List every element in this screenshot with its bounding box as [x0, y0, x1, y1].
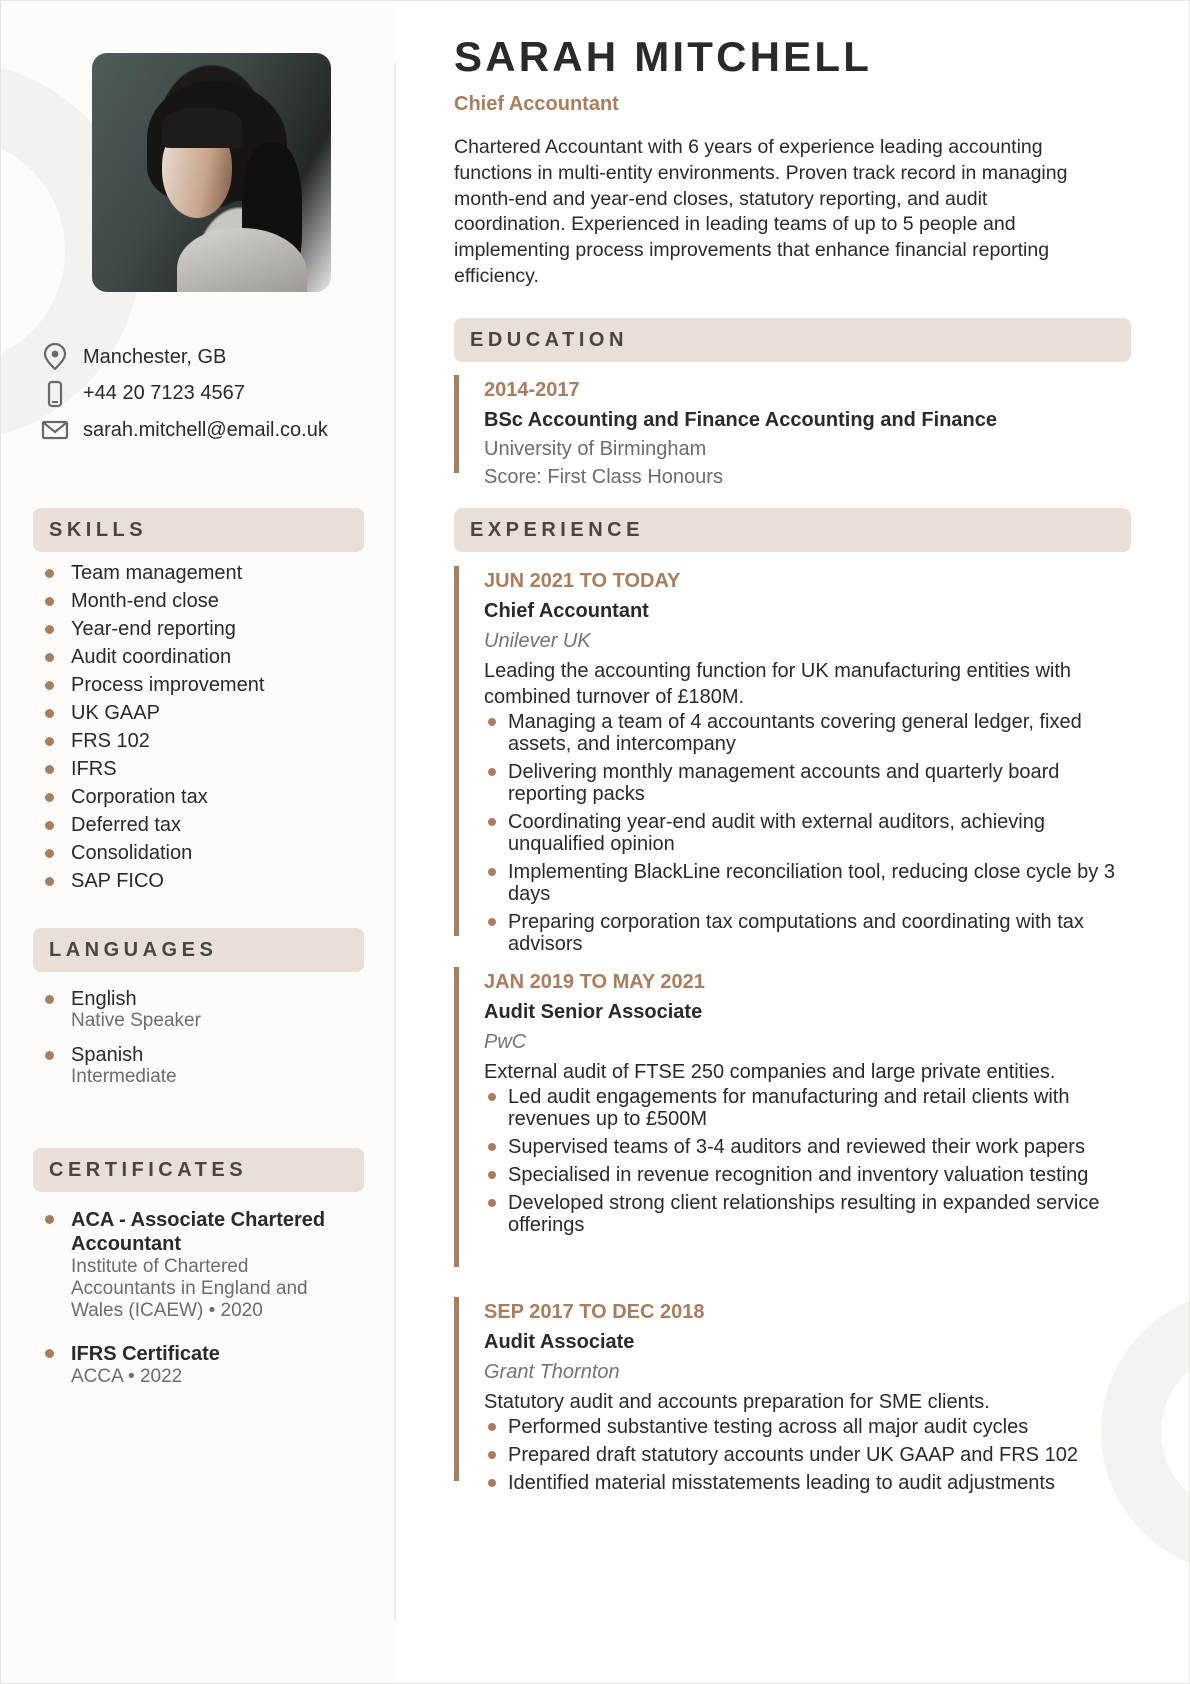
- experience-entry: [454, 967, 1131, 1267]
- experience-dates: JUN 2021 TO TODAY: [484, 570, 681, 592]
- experience-entry: [454, 566, 1131, 955]
- experience-point: Preparing corporation tax computations and coordinating with tax advisors: [484, 911, 1124, 955]
- envelope-icon: [41, 416, 69, 444]
- skill-item: IFRS: [45, 755, 264, 783]
- bullet-icon: [45, 625, 54, 634]
- education-dates: 2014-2017: [484, 379, 580, 401]
- experience-point: Identified material misstatements leading to audit adjustments: [484, 1472, 1124, 1494]
- skill-item: Month-end close: [45, 587, 264, 615]
- mobile-phone-icon: [41, 380, 69, 408]
- education-header: [454, 318, 1131, 362]
- column-divider: [394, 63, 396, 1621]
- experience-body: [484, 967, 1124, 1242]
- bullet-icon: [488, 818, 496, 826]
- skill-item: Team management: [45, 559, 264, 587]
- bullet-icon: [488, 1171, 496, 1179]
- experience-point: Developed strong client relationships resulting in expanded service offerings: [484, 1192, 1124, 1236]
- experience-title: EXPERIENCE: [470, 519, 644, 541]
- experience-company: PwC: [484, 1031, 527, 1053]
- certificates-header: [33, 1148, 364, 1192]
- bullet-icon: [45, 1051, 54, 1060]
- experience-point: Specialised in revenue recognition and inventory valuation testing: [484, 1164, 1124, 1186]
- languages-list: [45, 988, 201, 1100]
- language-name: English: [71, 988, 137, 1010]
- skills-header: [33, 508, 364, 552]
- experience-company: Grant Thornton: [484, 1361, 620, 1383]
- experience-role: Audit Associate: [484, 1331, 635, 1353]
- education-degree: BSc Accounting and Finance Accounting and Finance: [484, 409, 998, 431]
- experience-body: [484, 1297, 1124, 1500]
- experience-points: [484, 1086, 1124, 1236]
- profile-summary: Chartered Accountant with 6 years of experience leading accounting functions in multi-entity environments. Proven track record in managing month-end and year-end closes, statutory reporting, and audit coordination. Experienced in leading teams of up to 5 people and implementing process improvements that enhance financial reporting efficiency.: [454, 136, 1068, 287]
- bullet-icon: [45, 821, 54, 830]
- language-item: [45, 988, 201, 1032]
- experience-point: Coordinating year-end audit with external auditors, achieving unqualified opinion: [484, 811, 1124, 855]
- certificate-item: [45, 1208, 345, 1322]
- skill-item: Audit coordination: [45, 643, 264, 671]
- certificate-item: [45, 1342, 345, 1388]
- certificate-name: ACA - Associate Chartered Accountant: [71, 1209, 326, 1255]
- bullet-icon: [45, 597, 54, 606]
- bullet-icon: [45, 765, 54, 774]
- education-body: [484, 375, 1124, 491]
- job-title: Chief Accountant: [454, 93, 619, 115]
- bullet-icon: [45, 877, 54, 886]
- photo-bangs: [162, 108, 242, 148]
- bullet-icon: [488, 1451, 496, 1459]
- education-entry: [454, 375, 1131, 488]
- bullet-icon: [488, 918, 496, 926]
- experience-point: Prepared draft statutory accounts under UK GAAP and FRS 102: [484, 1444, 1124, 1466]
- certificate-issuer: ACCA • 2022: [71, 1366, 183, 1387]
- skill-item: Deferred tax: [45, 811, 264, 839]
- languages-title: LANGUAGES: [49, 939, 218, 961]
- certificates-list: [45, 1208, 345, 1408]
- email-link[interactable]: sarah.mitchell@email.co.uk: [83, 418, 328, 441]
- experience-point: Delivering monthly management accounts and quarterly board reporting packs: [484, 761, 1124, 805]
- experience-description: Leading the accounting function for UK manufacturing entities with combined turnover of £180M.: [484, 660, 1072, 708]
- bullet-icon: [488, 1093, 496, 1101]
- bullet-icon: [45, 1215, 54, 1224]
- bullet-icon: [488, 1423, 496, 1431]
- bullet-icon: [488, 718, 496, 726]
- accent-bar: [454, 375, 459, 473]
- language-level: Native Speaker: [71, 1010, 201, 1031]
- map-pin-icon: [41, 343, 69, 371]
- bullet-icon: [45, 569, 54, 578]
- bullet-icon: [45, 995, 54, 1004]
- education-school: University of Birmingham: [484, 438, 707, 460]
- experience-point: Implementing BlackLine reconciliation tool, reducing close cycle by 3 days: [484, 861, 1124, 905]
- bullet-icon: [45, 681, 54, 690]
- sidebar: [1, 1, 394, 1684]
- bullet-icon: [45, 849, 54, 858]
- skill-item: Process improvement: [45, 671, 264, 699]
- accent-bar: [454, 967, 459, 1267]
- contact-phone: [41, 376, 328, 413]
- skills-list: [45, 559, 264, 895]
- experience-points: [484, 1416, 1124, 1494]
- contact-email: [41, 412, 328, 449]
- profile-photo: [92, 53, 331, 292]
- language-name: Spanish: [71, 1044, 144, 1066]
- contact-location: [41, 339, 328, 376]
- experience-header: [454, 508, 1131, 552]
- experience-body: [484, 566, 1124, 961]
- bullet-icon: [45, 1349, 54, 1358]
- experience-point: Led audit engagements for manufacturing and retail clients with revenues up to £500M: [484, 1086, 1124, 1130]
- experience-company: Unilever UK: [484, 630, 591, 652]
- experience-dates: SEP 2017 TO DEC 2018: [484, 1301, 705, 1323]
- experience-role: Chief Accountant: [484, 600, 649, 622]
- certificates-title: CERTIFICATES: [49, 1159, 248, 1181]
- skill-item: SAP FICO: [45, 867, 264, 895]
- language-level: Intermediate: [71, 1066, 177, 1087]
- skills-title: SKILLS: [49, 519, 148, 541]
- accent-bar: [454, 1297, 459, 1481]
- experience-description: Statutory audit and accounts preparation for SME clients.: [484, 1391, 990, 1413]
- experience-entry: [454, 1297, 1131, 1494]
- experience-point: Performed substantive testing across all major audit cycles: [484, 1416, 1124, 1438]
- bullet-icon: [488, 768, 496, 776]
- education-title: EDUCATION: [470, 329, 628, 351]
- candidate-name: SARAH MITCHELL: [454, 33, 873, 80]
- bullet-icon: [488, 1479, 496, 1487]
- certificate-name: IFRS Certificate: [71, 1343, 220, 1365]
- phone-text[interactable]: +44 20 7123 4567: [83, 382, 245, 405]
- bullet-icon: [488, 1199, 496, 1207]
- skill-item: Consolidation: [45, 839, 264, 867]
- bullet-icon: [45, 709, 54, 718]
- experience-dates: JAN 2019 TO MAY 2021: [484, 971, 705, 993]
- skill-item: UK GAAP: [45, 699, 264, 727]
- accent-bar: [454, 566, 459, 936]
- contact-info: [41, 339, 328, 449]
- skill-item: FRS 102: [45, 727, 264, 755]
- languages-header: [33, 928, 364, 972]
- experience-description: External audit of FTSE 250 companies and large private entities.: [484, 1061, 1056, 1083]
- skill-item: Corporation tax: [45, 783, 264, 811]
- experience-points: [484, 711, 1124, 955]
- bullet-icon: [45, 653, 54, 662]
- education-score: Score: First Class Honours: [484, 466, 723, 488]
- language-item: [45, 1044, 201, 1088]
- experience-role: Audit Senior Associate: [484, 1001, 703, 1023]
- bullet-icon: [45, 737, 54, 746]
- bullet-icon: [488, 1143, 496, 1151]
- skill-item: Year-end reporting: [45, 615, 264, 643]
- bullet-icon: [488, 868, 496, 876]
- location-text: Manchester, GB: [83, 345, 227, 368]
- bullet-icon: [45, 793, 54, 802]
- experience-point: Supervised teams of 3-4 auditors and reviewed their work papers: [484, 1136, 1124, 1158]
- certificate-issuer: Institute of Chartered Accountants in England and Wales (ICAEW) • 2020: [71, 1256, 308, 1321]
- experience-point: Managing a team of 4 accountants covering general ledger, fixed assets, and intercompany: [484, 711, 1124, 755]
